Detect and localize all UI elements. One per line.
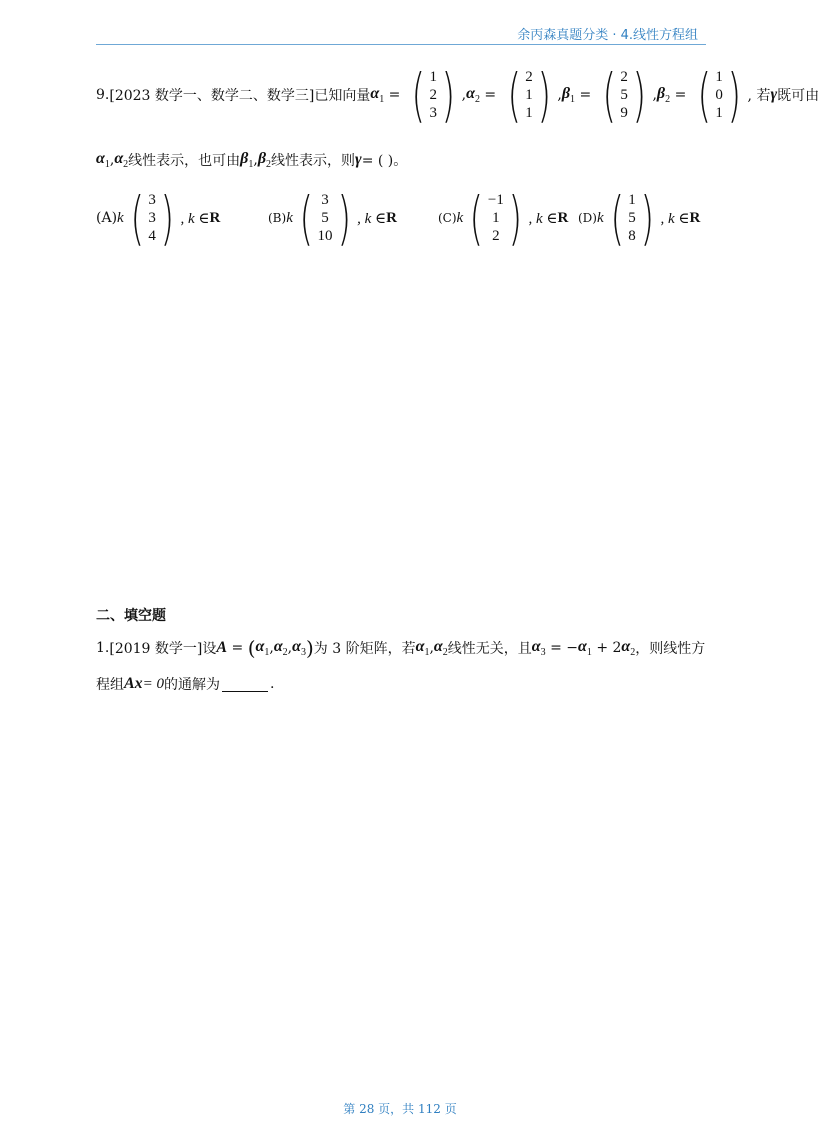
q1-alpha2b: $\alpha_2$: [433, 637, 448, 659]
q9-line2: $\alpha_1$ , $\alpha_2$ 线性表示，也可由 $\beta_1$ , $\beta_2$ 线性表示，则 γ = ( )。: [96, 150, 408, 171]
q9-source: [2023 数学一、数学二、数学三]: [109, 88, 315, 104]
alpha2-ref: $\alpha_2$: [114, 150, 129, 171]
header-rule: [96, 44, 706, 45]
option-a: [96, 184, 221, 252]
option-b-R: R: [386, 209, 397, 226]
q1-number: 1.: [96, 640, 110, 656]
option-b-label: (B): [268, 211, 287, 225]
q9-line2-b: 线性表示，则: [271, 153, 356, 170]
alpha2-vector: ( 2 1 1 ): [507, 61, 551, 129]
gamma-symbol: γ: [770, 86, 778, 103]
beta2-symbol: $\beta_2$: [656, 84, 671, 106]
alpha1-ref: $\alpha_1$: [96, 150, 110, 171]
q1-text-b: 为 3 阶矩阵，若: [313, 641, 416, 657]
q1-text-c: 线性无关，且: [447, 641, 532, 657]
alpha2-symbol: $\alpha_2$: [466, 84, 480, 106]
option-a-tail: , k ∈: [180, 210, 210, 227]
q1-source: [2019 数学一]: [109, 641, 203, 657]
q1-alpha1b: $\alpha_1$: [415, 637, 430, 659]
option-a-label: (A): [96, 210, 118, 226]
option-c-label: (C): [438, 211, 457, 225]
option-b-k: k: [286, 209, 293, 226]
alpha1-vector: ( 1 2 3 ): [411, 61, 456, 129]
q9-tail2: 既可由: [777, 88, 819, 104]
option-a-vector: ( 3 3 4 ): [130, 184, 174, 252]
matrix-A: A: [216, 639, 228, 656]
option-c-R: R: [557, 209, 569, 226]
q9-number: 9.: [96, 87, 110, 103]
answer-blank[interactable]: [222, 677, 268, 692]
header-title: 余丙森真题分类 · 4.线性方程组: [517, 28, 698, 43]
option-d-label: (D): [578, 211, 597, 225]
option-d-R: R: [689, 209, 701, 226]
page-footer: 第 28 页，共 112 页: [343, 1102, 457, 1116]
page-header: [96, 22, 706, 44]
option-b-vector: ( 3 5 10 ): [299, 184, 351, 252]
gamma-ref: γ: [355, 151, 362, 169]
option-c: [438, 184, 569, 252]
q9-tail: , 若: [747, 88, 771, 104]
q9-line1: 9. [2023 数学一、数学二、数学三] 已知向量 $\alpha_1$ = ( 1 2 3 ) , $\alpha_2$ = ( 2 1 1 ) , $\beta_1$ = ( 2 5 9 ) , $\beta_2$ = ( 1 0 1 ) , 若 γ 既可由: [96, 61, 819, 129]
q9-line2-a: 线性表示，也可由: [128, 153, 241, 170]
beta1-vector: ( 2 5 9 ): [602, 61, 646, 129]
alpha1-symbol: $\alpha_1$: [370, 84, 385, 106]
option-c-vector: ( −1 1 2 ): [469, 184, 522, 252]
beta1-symbol: $\beta_1$: [561, 84, 576, 106]
q1-Ax: Ax: [124, 675, 143, 692]
beta2-ref: $\beta_2$: [257, 150, 272, 171]
beta2-vector: ( 1 0 1 ): [697, 61, 742, 129]
option-d-vector: ( 1 5 8 ): [610, 184, 654, 252]
q1-line2-c: .: [270, 676, 275, 692]
q1-alpha3: $\alpha_3$: [292, 637, 306, 659]
option-c-tail: , k ∈: [528, 210, 558, 227]
q1-text-d: ，则线性方: [635, 641, 706, 657]
q9-line2-c: = ( )。: [361, 153, 408, 170]
q1-line2-a: 程组: [96, 677, 124, 693]
q1-alpha1: $\alpha_1$: [255, 637, 270, 659]
q1-line2: [96, 674, 275, 694]
q1-text-a: 设: [202, 641, 217, 657]
option-d-tail: , k ∈: [660, 210, 690, 227]
q1-alpha2: $\alpha_2$: [273, 637, 288, 659]
option-b-tail: , k ∈: [357, 210, 387, 227]
section-title: 二、填空题: [96, 608, 166, 624]
option-a-k: k: [117, 209, 124, 226]
q1-eq0: = 0: [142, 675, 165, 692]
option-d: [578, 184, 701, 252]
q1-alpha3-eq: $\alpha_3$: [531, 637, 546, 659]
beta1-ref: $\beta_1$: [240, 150, 254, 171]
q9-intro: 已知向量: [314, 88, 371, 104]
option-c-k: k: [456, 209, 464, 226]
option-d-k: k: [596, 209, 604, 226]
option-a-R: R: [209, 209, 221, 226]
q1-line2-b: 的通解为: [164, 677, 221, 693]
option-b: [268, 184, 397, 252]
q1-line1: 1. [2019 数学一] 设 A = ( $\alpha_1$ , $\alpha_2$ , $\alpha_3$ ) 为 3 阶矩阵，若 $\alpha_1$ , $\alpha_2$ 线性无关，且 $\alpha_3$ = − $\alpha_1$ + 2 $\alpha_2$ ，则线性方: [96, 636, 706, 660]
